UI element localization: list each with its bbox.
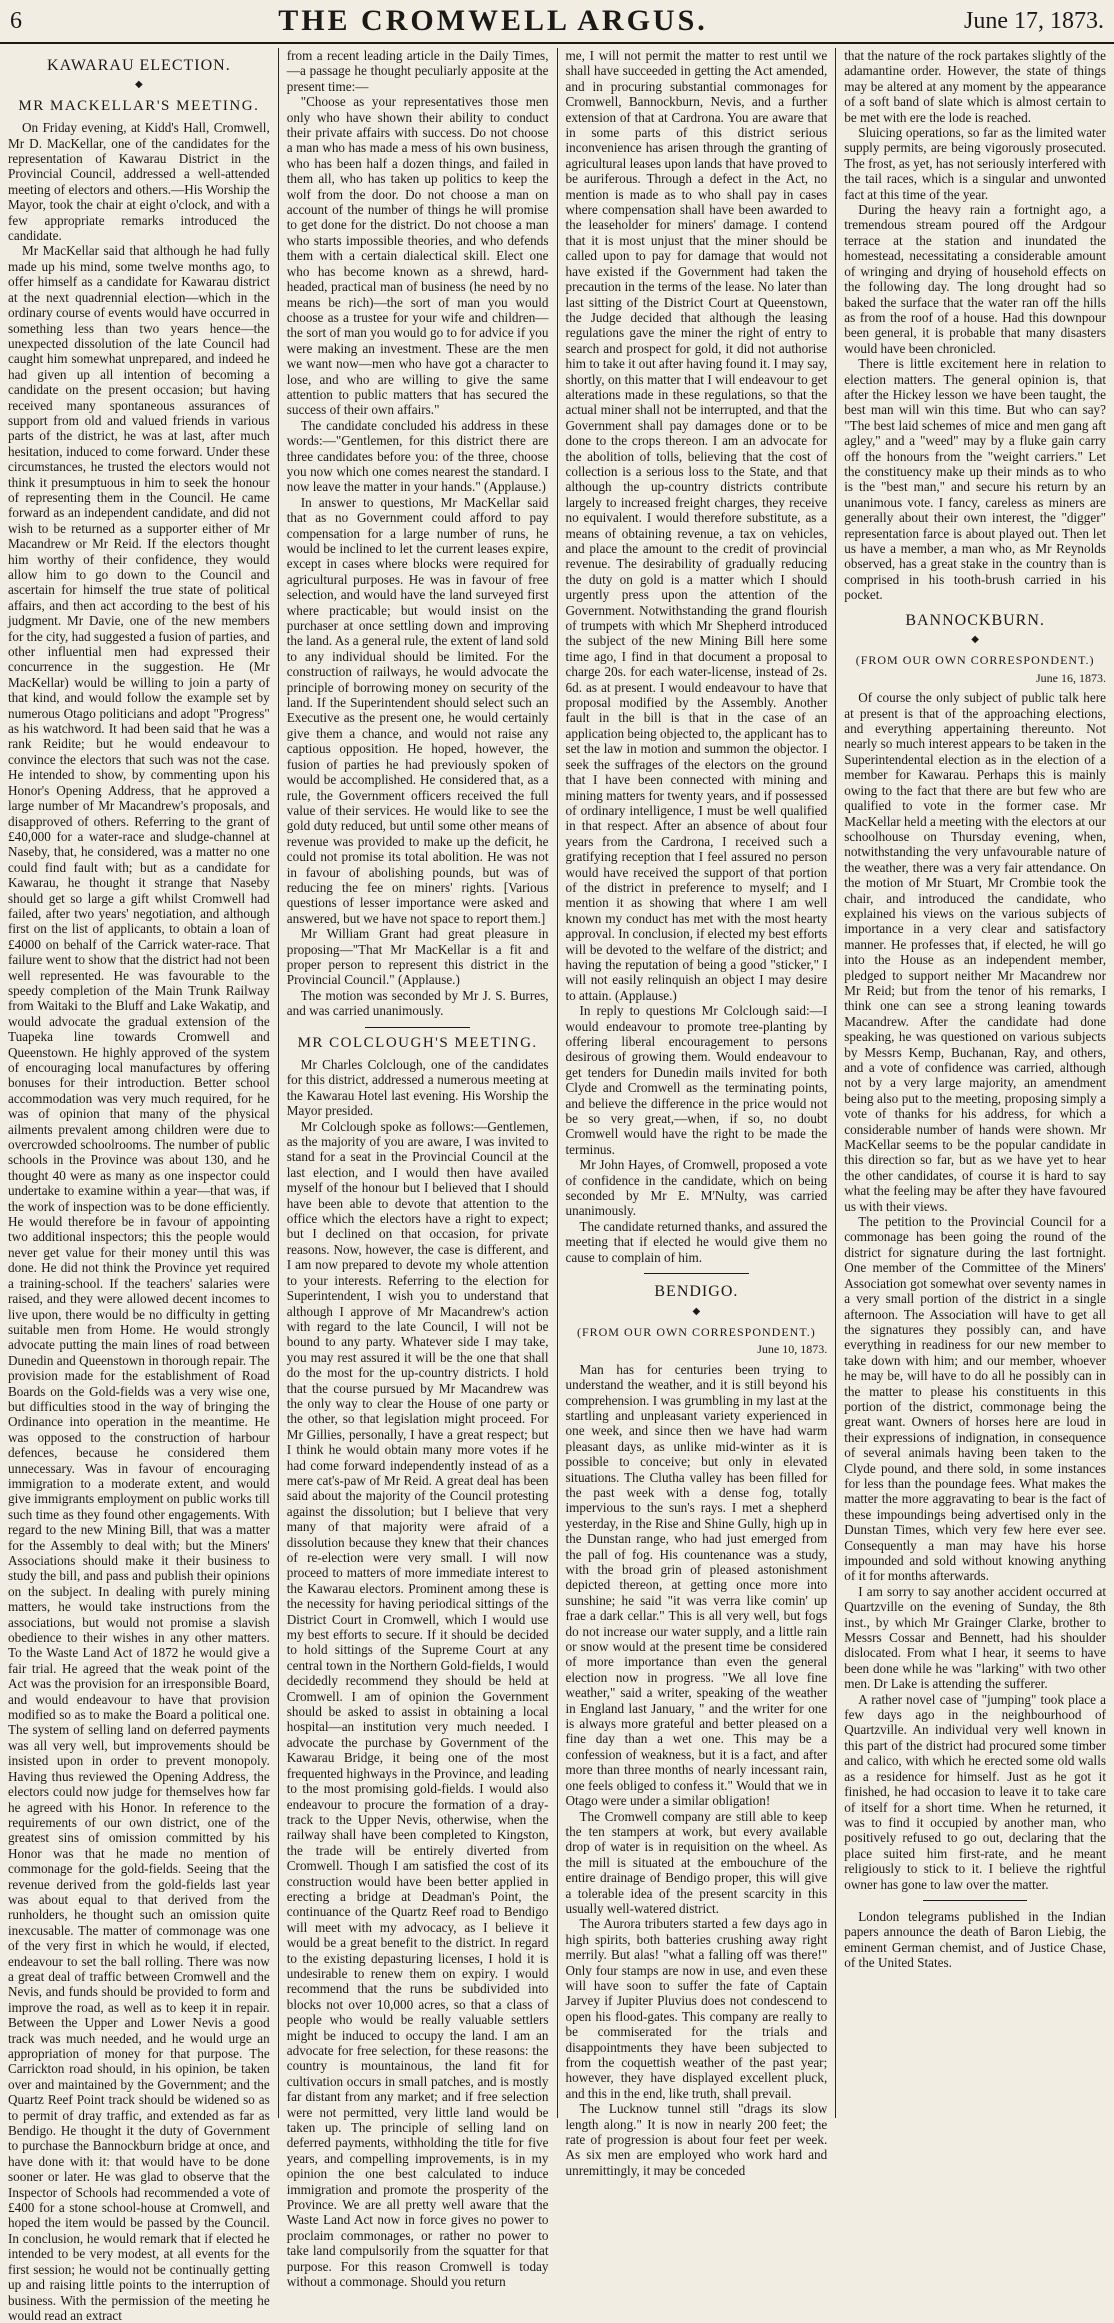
- article-paragraph: "Choose as your representatives those men only who have shown their ability to conduct their private affairs with success. Do not choose a man who has made a mess of his own business, who has been half a dozen things, and failed in them all, who has taken up politics to keep the wolf from the door. Do not choose a man on account of the number of things he will promise to get done for the district. Do not choose a man who starts impossible theories, and who defends them with a certain dialectical skill. Elect one who has become known as a shrewd, hard-headed, practical man of business (he need by no means be rich)—the sort of man you would choose as a trustee for your wife and children—the sort of man you would go to for advice if you were making an investment. These are the men we want now—men who have got a character to lose, and who are willing to give the same attention to public matters that has secured the success of their own affairs.": [286, 94, 549, 418]
- article-paragraph: The candidate returned thanks, and assured the meeting that if elected he would give them no cause to complain of him.: [565, 1218, 828, 1265]
- diamond-ornament-icon: ◆: [135, 79, 143, 91]
- article-paragraph: Mr John Hayes, of Cromwell, proposed a vote of confidence in the candidate, which on being seconded by Mr E. M'Nulty, was carried unanimously.: [565, 1157, 828, 1219]
- article-paragraph: Man has for centuries been trying to understand the weather, and it is still beyond his comprehension. I was grumbling in my last at the startling and unpleasant variety experienced in one week, and since then we have had warm pleasant days, as unlike mid-winter as it is possible to conceive; but only in elevated situations. The Clutha valley has been filled for the past week with a dense fog, totally impervious to the sun's rays. I met a shepherd yesterday, in the Rise and Shine Gully, high up in the Dunstan range, who had just emerged from the pall of fog. His countenance was a study, with the broad grin of pleased astonishment depicted thereon, at getting once more into sunshine; he said "it was verra like comin' up frae a dark cellar." This is all very well, but fogs do not increase our water supply, and a little rain or snow would at the present time be considered of more importance than even the general election now in progress. "We all love fine weather," said a writer, speaking of the weather in England last January, " and the writer for one is always more grateful and better pleased on a fine day than a wet one. This may be a confession of weakness, but it is a fact, and after more than three months of nearly incessant rain, one feels obliged to confess it." Would that we in Otago were under a similar obligation!: [565, 1361, 828, 1809]
- article-paragraph: The Cromwell company are still able to keep the ten stampers at work, but every available drop of water is in requisition on the wheel. As the mill is situated at the embouchure of the entire drainage of Bendigo proper, this will give a tolerable idea of the present scarcity in this usually well-watered district.: [565, 1808, 828, 1916]
- article-paragraph: me, I will not permit the matter to rest until we shall have succeeded in getting the Act amended, and in procuring substantial commonages for Cromwell, Bannockburn, Nevis, and a further extension of that at Cardrona. You are aware that in some parts of this district serious inconvenience has arisen through the granting of agricultural leases upon lands that have proved to be auriferous. Through a defect in the Act, no mention is made as to who shall pay in cases where compensation shall have been awarded to the leaseholder for miners' damage. I contend that it is most unjust that the miner should be called upon to pay for damage that would not have existed if the Government had taken the precaution in the terms of the lease. No later than last sitting of the District Court at Queenstown, the Judge decided that although the leasing regulations gave the miner the right of entry to search and prospect for gold, it did not authorise him to take it out after having found it. I may say, shortly, on this matter that I will endeavour to get alterations made in these regulations, so that the actual miner shall not be interrupted, and that the Government shall pay damages done or to be done to the crops thereon. I am an advocate for the abolition of tolls, believing that the cost of collection is a serious loss to the State, and that although the up-country districts contribute largely to increased freight charges, they receive no equivalent. I would therefore substitute, as a means of obtaining revenue, a tax on vehicles, and place the amount to the credit of provincial revenue. The desirability of gradually reducing the duty on gold is a matter which I should urgently press upon the attention of the Government. Notwithstanding the grand flourish of trumpets with which Mr Shepherd introduced the subject of the new Mining Bill here some time ago, I find in that document a proposal to charge 20s. for each water-license, instead of 2s. 6d. as at present. I would endeavour to have that proposal modified by the Assembly. Another fault in the bill is that in the case of an application being objected to, the applicant has to set the law in motion and summon the objector. I seek the suffrages of the electors on the ground that I have been connected with mining and mining matters for twenty years, and if possessed of ordinary intelligence, I must be well qualified in that respect. After an absence of about four years from the Cardrona, I received such a gratifying reception that I feel assured no person would have received the support of that portion of the district in preference to myself; and I mention it as showing that where I am well known my conduct has met with the most hearty approval. In conclusion, if elected my best efforts will be devoted to the welfare of the district; and having the reputation of being a good "sticker," I will not easily relinquish an object I may desire to attain. (Applause.): [565, 48, 828, 1003]
- page-number: 6: [10, 7, 22, 34]
- article-paragraph: Mr Colclough spoke as follows:—Gentlemen, as the majority of you are aware, I was invited to stand for a seat in the Provincial Council at the last election, and I would then have availed myself of the honour but I believed that I should have been able to devote that attention to the office which the electors have a right to expect; but I declined on that occasion, for private reasons. Now, however, the case is different, and I am now prepared to devote my whole attention to your interests. Referring to the election for Superintendent, I wish you to understand that although I approve of Mr Macandrew's action with regard to the late Council, I will not be bound to any party. Whatever side I may take, you may rest assured it will be the one that shall do the most for the up-country districts. I hold that the course pursued by Mr Macandrew was the only way to clear the House of one party or the other, so that legislation might proceed. For Mr Gillies, personally, I have a great respect; but I think he would obtain many more votes if he had come forward independently instead of as a mere cat's-paw of Mr Reid. A great deal has been said about the majority of the Council protesting against the dissolution; but I believe that very many of that majority were afraid of a dissolution because they knew that their chances of re-election were very small. I will now proceed to matters of more immediate interest to the Kawarau electors. Prominent among these is the necessity for having periodical sittings of the District Court in Cromwell, which I would use my best efforts to secure. If it should be decided to hold sittings of the Supreme Court at any central town in the Northern Gold-fields, I would decidedly recommend they should be held at Cromwell. I am of opinion the Government should be asked to assist in obtaining a local hospital—an institution very much needed. I advocate the purchase by Government of the Kawarau Bridge, it being one of the most frequented highways in the Province, and leading to the most promising gold-fields. I would also endeavour to procure the formation of a dray-track to the Upper Nevis, otherwise, when the railway shall have been completed to Kingston, the trade will be entirely diverted from Cromwell. Though I am satisfied the cost of its construction would have been better applied in erecting a bridge at Deadman's Point, the continuance of the Quartz Reef road to Bendigo will meet with my advocacy, as I believe it would be a great benefit to the district. In regard to the existing depasturing licenses, I hold it is undesirable to renew them on expiry. I would recommend that the runs be subdivided into blocks not over 10,000 acres, so that a class of people who would be really valuable settlers might be induced to occupy the land. I am an advocate for free selection, for these reasons: the country is mountainous, the land fit for cultivation occurs in small patches, and is mostly far distant from any market; and if free selection were not permitted, very little land would be taken up. The principle of selling land on deferred payments, withholding the title for five years, and compelling improvements, is in my opinion the one best calculated to induce immigration and promote the prosperity of the Province. We are all pretty well aware that the Waste Land Act now in force gives no power to proclaim commonages, or rather no power to take land compulsorily from the squatter for that purpose. For this reason Cromwell is today without a commonage. Should you return: [286, 1118, 549, 2290]
- column-2: [279, 48, 558, 2290]
- article-paragraph: Mr Charles Colclough, one of the candidates for this district, addressed a numerous meeting at the Kawarau Hotel last evening. His Worship the Mayor presided.: [286, 1057, 549, 1119]
- article-paragraph: In answer to questions, Mr MacKellar said that as no Government could afford to pay compensation for a large number of runs, he would be inclined to let the current leases expire, except in cases where blocks were required for agricultural purposes. He was in favour of free selection, and would have the land surveyed first where practicable; but would insist on the purchaser at once settling down and improving the land. As a general rule, the extent of land sold to any individual should be limited. For the construction of railways, he would advocate the principle of borrowing money on security of the land. If the Superintendent should select such an Executive as the present one, he would certainly give them a chance, and would not raise any captious opposition. He hoped, however, the fusion of parties he had previously spoken of would be accomplished. He considered that, as a rule, the Government officers received the full value of their services. He would like to see the gold duty reduced, but until some other means of revenue was provided to make up the deficit, he could not promise its total abolition. He was not in favour of abolishing pounds, but was of reducing the fee on miners' rights. [Various questions of lesser importance were asked and answered, but we have not space to report them.]: [286, 494, 549, 926]
- section-heading-bendigo: BENDIGO.: [654, 1283, 739, 1301]
- article-heading-colclough-meeting: MR COLCLOUGH'S MEETING.: [297, 1034, 538, 1051]
- article-paragraph: The Aurora tributers started a few days ago in high spirits, both batteries crushing away right merrily. But alas! "what a falling off was there!" Only four stamps are now in use, and even these will have soon to suffer the fate of Captain Jarvey if Jupiter Pluvius does not condescend to open his flood-gates. This company are really to be commiserated for the trials and disappointments they have been subjected to from the coquettish weather of the past year; however, they have displayed excellent pluck, and this in the end, like truth, shall prevail.: [565, 1916, 828, 2101]
- column-4: [836, 48, 1114, 2118]
- article-paragraph: London telegrams published in the Indian papers announce the death of Baron Liebig, the eminent German chemist, and of Justice Chase, of the United States.: [844, 1908, 1106, 1971]
- section-divider: [365, 1027, 470, 1028]
- dateline: June 10, 1873.: [757, 1342, 828, 1357]
- correspondent-line: (FROM OUR OWN CORRESPONDENT.): [576, 1324, 816, 1339]
- section-divider: [923, 1900, 1028, 1901]
- correspondent-line: (FROM OUR OWN CORRESPONDENT.): [855, 653, 1095, 668]
- column-3: [558, 48, 837, 2178]
- masthead: [0, 0, 1114, 44]
- article-paragraph: Mr William Grant had great pleasure in proposing—"That Mr MacKellar is a fit and proper person to represent this district in the Provincial Council." (Applause.): [286, 926, 549, 988]
- article-paragraph: Sluicing operations, so far as the limited water supply permits, are being vigorously prosecuted. The frost, as yet, has not seriously interfered with the tail races, which is a singular and unwonted fact at this time of the year.: [844, 125, 1106, 202]
- article-paragraph: Mr MacKellar said that although he had fully made up his mind, some twelve months ago, to offer himself as a candidate for Kawarau district at the next quadrennial election—which in the ordinary course of events would have occurred in something less than two years hence—the unexpected dissolution of the late Council had caught him somewhat unprepared, and indeed he had given up all intention of becoming a candidate on the present occasion; but having received many spontaneous assurances of support from old and valued friends in various parts of the district, he was at last, after much hesitation, induced to come forward. Under these circumstances, he trusted the electors would not think it presumptuous in him to seek the honour of representing them in the Council. He came forward as an independent candidate, and did not wish to be returned as a supporter either of Mr Macandrew or Mr Reid. If the electors thought him worthy of their confidence, they would allow him to go down to the Council and ascertain for himself the true state of political affairs, and then act according to the best of his judgment. Mr Davie, one of the new members for the city, had suggested a fusion of parties, and other influential men had expressed their concurrence in the suggestion. He (Mr MacKellar) would be willing to join a party of that kind, and would follow the example set by numerous Otago politicians and adopt "Progress" as his watchword. It had been said that he was a rank Reidite; but he would endeavour to convince the electors that such was not the case. He intended to show, by commenting upon his Honor's Opening Address, that he approved a large number of Mr Macandrew's proposals, and disapproved of others. Referring to the grant of £40,000 for a water-race and sludge-channel at Naseby, that, he considered, was a matter no one could find fault with; but as a candidate for Kawarau, he thought it strange that Naseby should get so large a gift whilst Cromwell had failed, after two years' negotiation, and although first on the list of applicants, to obtain a loan of £4000 on behalf of the Carrick water-race. That failure went to show that the district had not been well represented. He was favourable to the speedy completion of the Main Trunk Railway from Waitaki to the Bluff and Lake Wakatip, and would advocate the gradual extension of the Tuapeka line towards Cromwell and Queenstown. He highly approved of the system of encouraging local manufactures by offering bonuses for their introduction. Better school accommodation was very much required, for he was of opinion that many of the physical ailments prevalent among children were due to overcrowded schoolrooms. The number of public schools in the Province was about 130, and he thought 40 were as many as one inspector could undertake to examine within a year—that was, if the work of inspection was to be done efficiently. He would therefore be in favour of appointing two additional inspectors; this the people would never get value for their money until this was done. He did not think the Province yet required a training-school. If the teachers' salaries were raised, and they were allowed decent incomes to live upon, there would be no difficulty in getting suitable men from Home. He would strongly advocate putting the main lines of road between Dunedin and Queenstown in thorough repair. The provision made for the establishment of Road Boards on the Gold-fields was a very wise one, but difficulties stood in the way of bringing the Ordinance into operation in the meantime. He was opposed to the construction of harbour defences, because he considered them unnecessary. Was in favour of encouraging immigration to a moderate extent, and would give immigrants employment on public works till such time as they found other engagements. With regard to the new Mining Bill, that was a matter for the Assembly to deal with; but the Miners' Associations should make it their business to study the bill, and pass and publish their opinions on the subject. In dealing with purely mining matters, he would take instructions from the associations, but would not promise a slavish obedience to their wishes in any other matters. To the Waste Land Act of 1872 he would give a fair trial. He agreed that the weak point of the Act was the provision for an irresponsible Board, and would endeavour to have that provision modified so as to make the Board a political one. The system of selling land on deferred payments was all very well, but improvements should be insisted upon in order to prevent monopoly. Having thus reviewed the Opening Address, the electors could now judge for themselves how far he agreed with his Honor. In reference to the requirements of our own district, one of the greatest sins of omission committed by his Honor was that he made no mention of commonage for the gold-fields. Seeing that the revenue derived from the gold-fields last year was about equal to that derived from the runholders, he thought such an omission quite inexcusable. The matter of commonage was one of the very first in which he would, if elected, endeavour to set the ball rolling. There was now a great deal of traffic between Cromwell and the Nevis, and funds should be provided to form and improve the road, as well as to keep it in repair. Between the Upper and Lower Nevis a good track was much needed, and he would urge an appropriation of money for that purpose. The Carrickton road should, in his opinion, be taken over and maintained by the Government; and the Quartz Reef Point track should be widened so as to permit of dray traffic, and extended as far as Bendigo. He thought it the duty of Government to purchase the Bannockburn bridge at once, and have done with it: that would have to be done sooner or later. He was glad to observe that the Inspector of Schools had recommended a vote of £400 for a stone school-house at Cromwell, and hoped the item would be passed by the Council. In conclusion, he would remark that if elected he intended to be very modest, at all events for the first session; he would not be continually getting up and raising little points to the interruption of business. With the permission of the meeting he would read an extract: [8, 243, 270, 2323]
- article-paragraph: The motion was seconded by Mr J. S. Burres, and was carried unanimously.: [286, 987, 549, 1019]
- article-paragraph: I am sorry to say another accident occurred at Quartzville on the evening of Sunday, the 8th inst., by which Mr Grainger Clarke, brother to Messrs Cossar and Bennett, had his shoulder dislocated. From what I hear, it seems to have been done while he was "larking" with two other men. Dr Lake is attending the sufferer.: [844, 1583, 1106, 1692]
- newspaper-columns: [0, 48, 1114, 2323]
- section-heading-bannockburn: BANNOCKBURN.: [905, 611, 1045, 629]
- article-paragraph: During the heavy rain a fortnight ago, a tremendous stream poured off the Ardgour terrace at the station and inundated the homestead, necessitating a considerable amount of wringing and drying of household effects on the following day. The long drought had so baked the surface that the water ran off the hills as from the roof of a house. Had this downpour been general, it is probable that many disasters would have been chronicled.: [844, 202, 1106, 356]
- article-paragraph: There is little excitement here in relation to election matters. The general opinion is, that after the Hickey lesson we have been taught, the best man will win this time. But who can say? "The best laid schemes of mice and men gang aft agley," and a "weed" may by a fluke gain carry off the honours from the "weight carriers." Let the constituency make up their minds as to who is the "best man," and secure his return by an unanimous vote. I fancy, careless as miners are generally about their own interest, the "digger" representation farce is about played out. Then let us have a member, a man who, as Mr Reynolds observed, has a great stake in the country than is comprised in his tooth-brush carried in his pocket.: [844, 356, 1106, 603]
- diamond-ornament-icon: ◆: [692, 1305, 701, 1317]
- dateline: June 16, 1873.: [1036, 670, 1106, 685]
- article-paragraph: from a recent leading article in the Daily Times,—a passage he thought peculiarly apposite at the present time:—: [286, 48, 549, 94]
- article-paragraph: On Friday evening, at Kidd's Hall, Cromwell, Mr D. MacKellar, one of the candidates for the representation of Kawarau District in the Provincial Council, addressed a well-attended meeting of electors and others.—His Worship the Mayor, took the chair at eight o'clock, and with a few appropriate remarks introduced the candidate.: [8, 120, 270, 244]
- section-heading-kawarau-election: KAWARAU ELECTION.: [47, 57, 231, 74]
- article-paragraph: Of course the only subject of public talk here at present is that of the approaching elections, and everything appertaining thereunto. Not nearly so much interest appears to be taken in the Superintendental election as in the election of a member for Kawarau. Perhaps this is mainly owing to the fact that there are but few who are qualified to vote in the former case. Mr MacKellar held a meeting with the electors at our schoolhouse on Thursday evening, when, notwithstanding the very unfavourable nature of the weather, there was a very fair attendance. On the motion of Mr Stuart, Mr Crombie took the chair, and introduced the candidate, who explained his views on the various subjects of importance in a very clear and satisfactory manner. He professes that, if elected, he will go into the House as an independent member, pledged to support neither Mr Macandrew nor Mr Reid; but from the tenor of his remarks, I think one can see a strong leaning towards Macandrew. After the candidate had done speaking, he was questioned on various subjects by Messrs Kemp, Buchanan, Ray, and others, and a vote of confidence was carried, although not by a very large majority, an amendment being also put to the meeting, proposing simply a vote of thanks for his address, for which a considerable number of hands were shown. Mr MacKellar seems to be the popular candidate in this direction so far, but as we have yet to hear the other candidates, of course it is hard to say what the feeling may be after they have favoured us with their views.: [844, 690, 1106, 1214]
- article-paragraph: The petition to the Provincial Council for a commonage has been going the round of the district for signature during the last fortnight. One member of the Committee of the Miners' Association got somewhat over seventy names in a very small portion of the district in a single afternoon. The Association will have to get all the signatures they possibly can, and have everything in readiness for our new member to take down with him; and our member, whoever he may be, will have to do all he possibly can in the matter to please his constituents in this portion of the district, commonage being the great want. Owners of horses here are loud in their expressions of indignation, in consequence of several animals having been taken to the Clyde pound, and there sold, in some instances for less than the poundage fees. What makes the matter the more aggravating to bear is the fact of these impoundings being advertised only in the Dunstan Times, which very few here ever see. Consequently a man may have his horse impounded and sold without knowing anything of it for months afterwards.: [844, 1214, 1106, 1584]
- section-divider: [644, 1273, 749, 1274]
- issue-date: June 17, 1873.: [963, 7, 1104, 34]
- article-paragraph: A rather novel case of "jumping" took place a few days ago in the neighbourhood of Quartzville. An individual very well known in this part of the district had procured some timber and calico, with which he erected some old walls as a residence for himself. Just as he got it finished, he had occasion to leave it to take care of itself for a short time. When he returned, it was to find it occupied by another man, who positively refused to go out, declaring that the place suited him first-rate, and he meant religiously to stick to it. I believe the rightful owner has gone to law over the matter.: [844, 1691, 1106, 1892]
- article-paragraph: The candidate concluded his address in these words:—"Gentlemen, for this district there are three candidates before you: of the three, choose you now which one comes nearest the standard. I now leave the matter in your hands." (Applause.): [286, 417, 549, 495]
- article-paragraph: that the nature of the rock partakes slightly of the adamantine order. However, the state of things may be altered at any moment by the appearance of a soft band of slate which is almost certain to be met with ere the lode is reached.: [844, 48, 1106, 125]
- article-heading-mackellar-meeting: MR MACKELLAR'S MEETING.: [18, 97, 260, 114]
- newspaper-title: THE CROMWELL ARGUS.: [278, 4, 708, 37]
- diamond-ornament-icon: ◆: [971, 634, 979, 646]
- column-1: [0, 48, 279, 2323]
- article-paragraph: In reply to questions Mr Colclough said:—I would endeavour to promote tree-planting by offering liberal encouragement to persons desirous of growing them. Would endeavour to get tenders for Dunedin mails invited for both Clyde and Cromwell as the terminating points, and believe the difference in the price would not be so very great,—when, if so, no doubt Cromwell would have the right to be made the terminus.: [565, 1003, 828, 1157]
- article-paragraph: The Lucknow tunnel still "drags its slow length along." It is now in nearly 200 feet; the rate of progression is about four feet per week. As six men are employed who work hard and unremittingly, it may be conceded: [565, 2101, 828, 2178]
